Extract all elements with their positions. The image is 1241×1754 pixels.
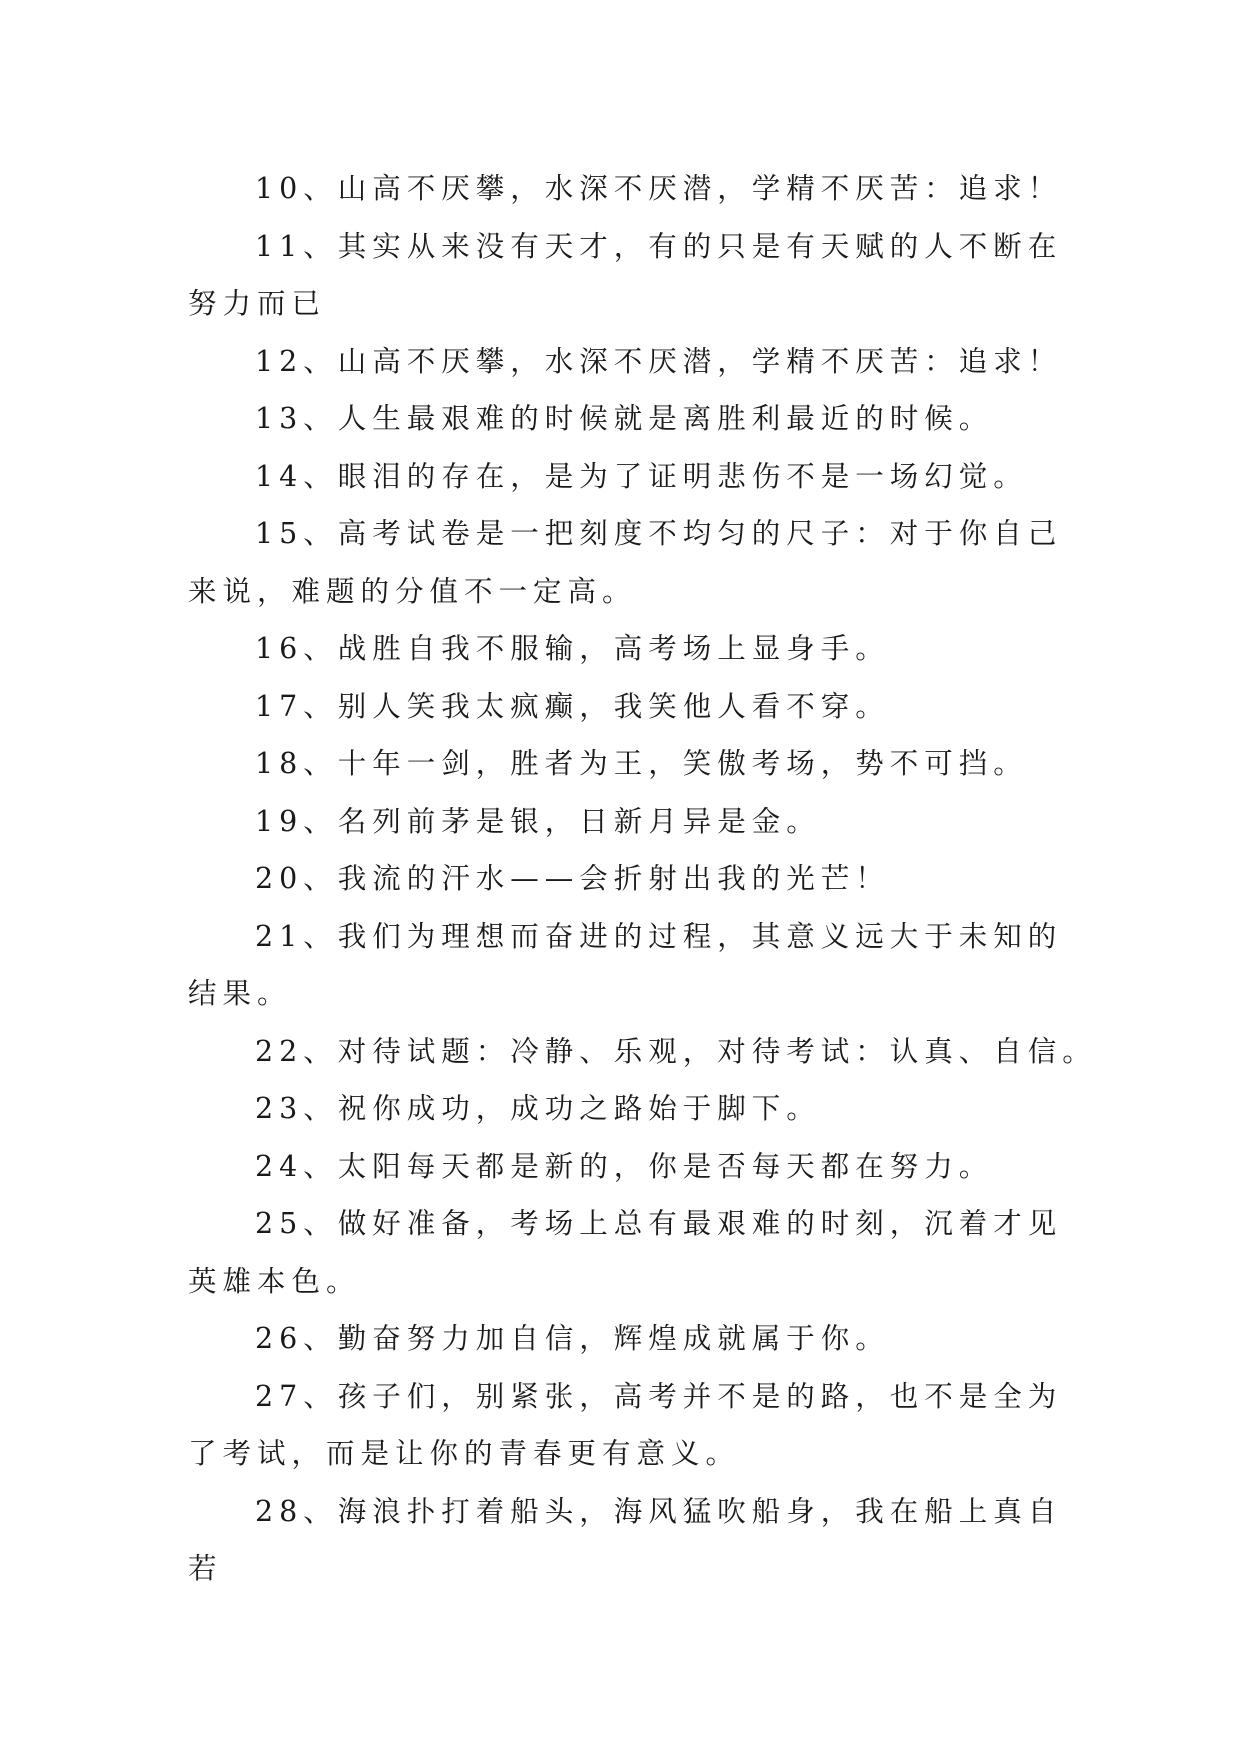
paragraph-16: 16、战胜自我不服输，高考场上显身手。 [255,632,890,665]
paragraph-27: 27、孩子们，别紧张，高考并不是的路，也不是全为了考试，而是让你的青春更有意义。 [188,1379,1063,1470]
paragraph-19: 19、名列前茅是银，日新月异是金。 [255,804,821,838]
paragraph-13: 13、人生最艰难的时候就是离胜利最近的时候。 [255,402,994,435]
paragraph-28: 28、海浪扑打着船头，海风猛吹船身，我在船上真自若 [188,1494,1063,1585]
paragraph-17: 17、别人笑我太疯癫，我笑他人看不穿。 [255,689,890,723]
paragraph-15: 15、高考试卷是一把刻度不均匀的尺子：对于你自己来说，难题的分值不一定高。 [188,517,1063,608]
paragraph-21: 21、我们为理想而奋进的过程，其意义远大于未知的结果。 [188,919,1063,1010]
paragraph-18: 18、十年一剑，胜者为王，笑傲考场，势不可挡。 [255,747,1028,780]
paragraph-22: 22、对待试题：冷静、乐观，对待考试：认真、自信。 [255,1034,1097,1068]
paragraph-10: 10、山高不厌攀，水深不厌潜，学精不厌苦：追求！ [255,172,1063,205]
paragraph-11: 11、其实从来没有天才，有的只是有天赋的人不断在努力而已 [188,229,1063,320]
paragraph-26: 26、勤奋努力加自信，辉煌成就属于你。 [255,1322,890,1355]
paragraph-23: 23、祝你成功，成功之路始于脚下。 [255,1092,821,1125]
paragraph-24: 24、太阳每天都是新的，你是否每天都在努力。 [255,1149,994,1183]
document-body [188,160,1097,1598]
paragraph-25: 25、做好准备，考场上总有最艰难的时刻，沉着才见英雄本色。 [188,1207,1063,1298]
paragraph-20: 20、我流的汗水——会折射出我的光芒！ [255,862,890,895]
paragraph-12: 12、山高不厌攀，水深不厌潜，学精不厌苦：追求！ [255,344,1063,378]
paragraph-14: 14、眼泪的存在，是为了证明悲伤不是一场幻觉。 [255,459,1028,493]
